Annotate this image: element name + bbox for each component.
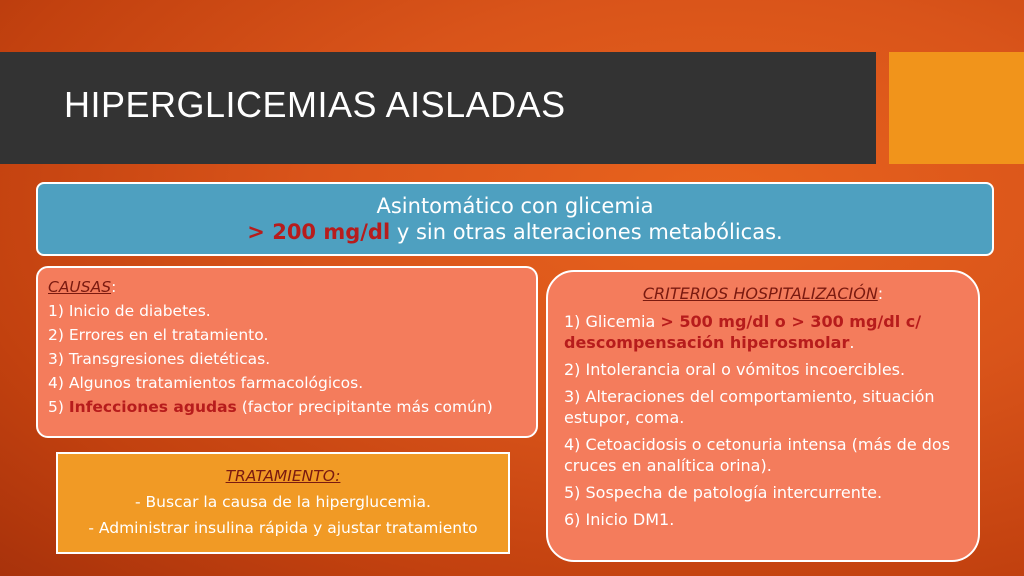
causas-item-5-prefix: 5)	[48, 398, 69, 416]
criterios-item: 3) Alteraciones del comportamiento, situación estupor, coma.	[564, 387, 935, 427]
criterios-card	[546, 270, 980, 562]
tratamiento-heading-line	[58, 463, 508, 489]
criterios-item-1	[564, 311, 962, 353]
tratamiento-item: - Buscar la causa de la hiperglucemia.	[135, 493, 431, 511]
criterios-heading-line	[564, 284, 962, 303]
causas-heading: CAUSAS	[48, 278, 112, 296]
causas-item-5	[48, 395, 526, 419]
tratamiento-item: - Administrar insulina rápida y ajustar tratamiento	[88, 519, 478, 537]
accent-square	[889, 52, 1024, 164]
causas-item: 3) Transgresiones dietéticas.	[48, 350, 271, 368]
causas-heading-line	[48, 275, 526, 299]
causas-item-5-highlight: Infecciones agudas	[68, 398, 237, 416]
causas-colon: :	[111, 278, 117, 296]
tratamiento-card	[56, 452, 510, 554]
banner-line-2	[38, 219, 992, 245]
criterios-item-1-highlight: > 500 mg/dl o > 300 mg/dl c/ descompensación hiperosmolar	[564, 312, 922, 352]
causas-card	[36, 266, 538, 438]
criterios-item-1-prefix: 1) Glicemia	[564, 312, 661, 331]
tratamiento-heading: TRATAMIENTO:	[225, 467, 341, 485]
banner-line-2-rest: y sin otras alteraciones metabólicas.	[390, 220, 783, 244]
criterios-item: 5) Sospecha de patología intercurrente.	[564, 483, 883, 502]
causas-item: 2) Errores en el tratamiento.	[48, 326, 269, 344]
criterios-item: 4) Cetoacidosis o cetonuria intensa (más de dos cruces en analítica orina).	[564, 435, 951, 475]
criterios-item: 6) Inicio DM1.	[564, 510, 675, 529]
criterios-item: 2) Intolerancia oral o vómitos incoercibles.	[564, 360, 906, 379]
causas-item: 4) Algunos tratamientos farmacológicos.	[48, 374, 364, 392]
slide-title: HIPERGLICEMIAS AISLADAS	[64, 84, 566, 125]
criterios-heading: CRITERIOS HOSPITALIZACIÓN	[642, 284, 878, 303]
causas-item-5-rest: (factor precipitante más común)	[236, 398, 493, 416]
criterios-colon: :	[877, 284, 884, 303]
summary-banner	[36, 182, 994, 256]
causas-item: 1) Inicio de diabetes.	[48, 302, 211, 320]
criterios-item-1-end: .	[849, 333, 855, 352]
banner-line-1: Asintomático con glicemia	[376, 194, 654, 218]
banner-highlight: > 200 mg/dl	[247, 220, 391, 244]
